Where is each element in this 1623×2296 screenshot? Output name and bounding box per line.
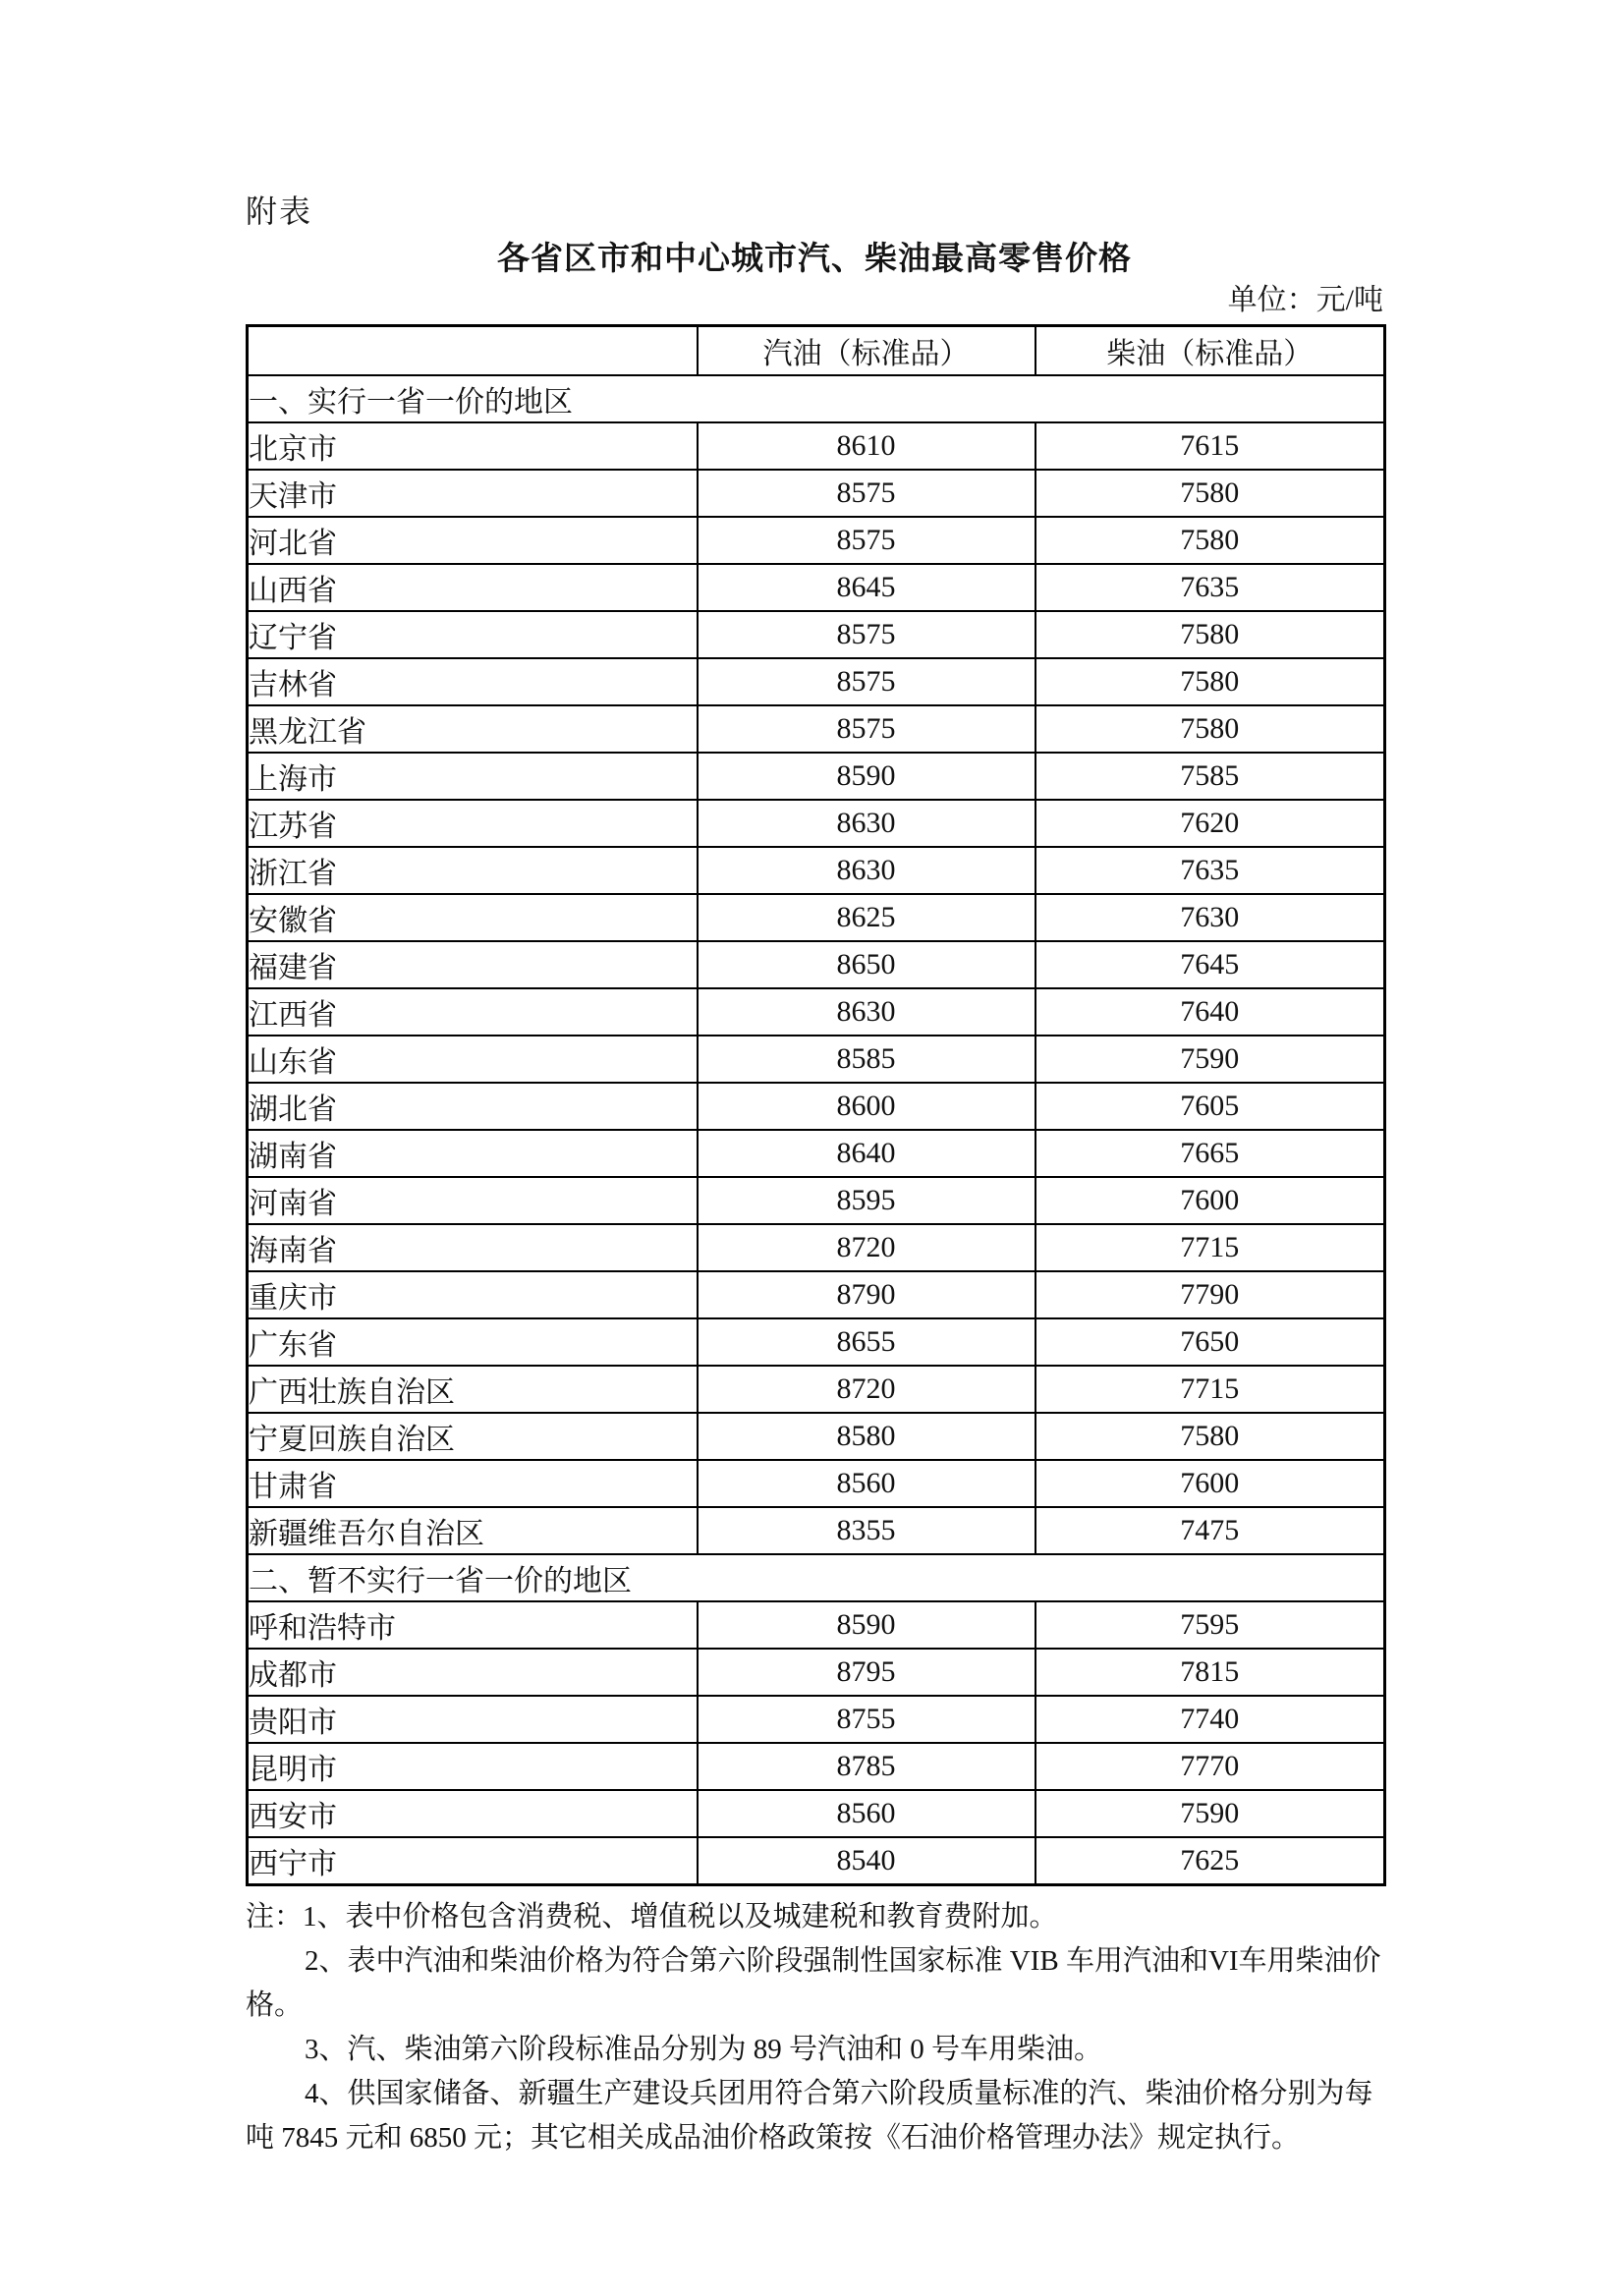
table-row xyxy=(248,1318,1385,1366)
region-cell: 西宁市 xyxy=(248,1837,698,1885)
region-cell: 河南省 xyxy=(248,1177,698,1224)
diesel-price-cell: 7815 xyxy=(1035,1649,1385,1696)
table-row xyxy=(248,988,1385,1036)
table-row xyxy=(248,1366,1385,1413)
gasoline-price-cell: 8720 xyxy=(698,1224,1035,1271)
diesel-price-cell: 7635 xyxy=(1035,564,1385,611)
document-content xyxy=(246,193,1383,2160)
region-cell: 江西省 xyxy=(248,988,698,1036)
diesel-price-cell: 7580 xyxy=(1035,705,1385,753)
gasoline-price-cell: 8630 xyxy=(698,847,1035,894)
diesel-price-cell: 7635 xyxy=(1035,847,1385,894)
attachment-label: 附表 xyxy=(246,194,313,229)
page-title: 各省区市和中心城市汽、柴油最高零售价格 xyxy=(497,240,1132,276)
region-cell: 湖北省 xyxy=(248,1083,698,1130)
table-row xyxy=(248,1507,1385,1554)
table-row xyxy=(248,1837,1385,1885)
diesel-column-header: 柴油（标准品） xyxy=(1035,326,1385,376)
gasoline-price-cell: 8575 xyxy=(698,470,1035,517)
note-3-line-1: 3、汽、柴油第六阶段标准品分别为 89 号汽油和 0 号车用柴油。 xyxy=(305,2034,1103,2065)
note-1-line-1: 注：1、表中价格包含消费税、增值税以及城建税和教育费附加。 xyxy=(246,1901,1058,1932)
table-row xyxy=(248,1696,1385,1743)
section-header-row xyxy=(248,1554,1385,1601)
gasoline-price-cell: 8785 xyxy=(698,1743,1035,1790)
gasoline-price-cell: 8720 xyxy=(698,1366,1035,1413)
diesel-price-cell: 7605 xyxy=(1035,1083,1385,1130)
price-table xyxy=(246,324,1386,1886)
gasoline-price-cell: 8655 xyxy=(698,1318,1035,1366)
diesel-price-cell: 7585 xyxy=(1035,753,1385,800)
diesel-price-cell: 7475 xyxy=(1035,1507,1385,1554)
gasoline-price-cell: 8590 xyxy=(698,753,1035,800)
region-cell: 辽宁省 xyxy=(248,611,698,658)
note-4-line-2: 吨 7845 元和 6850 元；其它相关成品油价格政策按《石油价格管理办法》规定执行。 xyxy=(246,2122,1301,2154)
table-row xyxy=(248,1177,1385,1224)
gasoline-price-cell: 8560 xyxy=(698,1790,1035,1837)
region-column-header xyxy=(248,326,698,376)
region-cell: 重庆市 xyxy=(248,1271,698,1318)
region-cell: 福建省 xyxy=(248,941,698,988)
table-row xyxy=(248,1743,1385,1790)
diesel-price-cell: 7580 xyxy=(1035,658,1385,705)
gasoline-price-cell: 8790 xyxy=(698,1271,1035,1318)
region-cell: 西安市 xyxy=(248,1790,698,1837)
diesel-price-cell: 7790 xyxy=(1035,1271,1385,1318)
gasoline-price-cell: 8630 xyxy=(698,988,1035,1036)
table-row xyxy=(248,1271,1385,1318)
note-4-line-1: 4、供国家储备、新疆生产建设兵团用符合第六阶段质量标准的汽、柴油价格分别为每 xyxy=(305,2078,1373,2109)
region-cell: 浙江省 xyxy=(248,847,698,894)
diesel-price-cell: 7580 xyxy=(1035,611,1385,658)
notes xyxy=(246,1895,1415,2160)
diesel-price-cell: 7665 xyxy=(1035,1130,1385,1177)
table-row xyxy=(248,1413,1385,1460)
table-row xyxy=(248,847,1385,894)
table-row xyxy=(248,1130,1385,1177)
diesel-price-cell: 7715 xyxy=(1035,1366,1385,1413)
gasoline-price-cell: 8575 xyxy=(698,705,1035,753)
table-row xyxy=(248,1790,1385,1837)
table-row xyxy=(248,1036,1385,1083)
table-row xyxy=(248,564,1385,611)
region-cell: 江苏省 xyxy=(248,800,698,847)
note-2-line-1: 2、表中汽油和柴油价格为符合第六阶段强制性国家标准 VIB 车用汽油和VI车用柴油价 xyxy=(305,1945,1381,1977)
gasoline-price-cell: 8645 xyxy=(698,564,1035,611)
gasoline-price-cell: 8600 xyxy=(698,1083,1035,1130)
region-cell: 山东省 xyxy=(248,1036,698,1083)
table-row xyxy=(248,941,1385,988)
table-row xyxy=(248,1083,1385,1130)
region-cell: 黑龙江省 xyxy=(248,705,698,753)
unit-label: 单位：元/吨 xyxy=(1227,284,1383,316)
diesel-price-cell: 7640 xyxy=(1035,988,1385,1036)
gasoline-price-cell: 8630 xyxy=(698,800,1035,847)
table-body xyxy=(248,326,1385,1885)
gasoline-price-cell: 8795 xyxy=(698,1649,1035,1696)
region-cell: 上海市 xyxy=(248,753,698,800)
table-row xyxy=(248,422,1385,470)
region-cell: 吉林省 xyxy=(248,658,698,705)
table-row xyxy=(248,1649,1385,1696)
table-row xyxy=(248,1224,1385,1271)
diesel-price-cell: 7590 xyxy=(1035,1790,1385,1837)
diesel-price-cell: 7580 xyxy=(1035,470,1385,517)
diesel-price-cell: 7620 xyxy=(1035,800,1385,847)
diesel-price-cell: 7715 xyxy=(1035,1224,1385,1271)
diesel-price-cell: 7645 xyxy=(1035,941,1385,988)
gasoline-price-cell: 8590 xyxy=(698,1601,1035,1649)
diesel-price-cell: 7630 xyxy=(1035,894,1385,941)
region-cell: 宁夏回族自治区 xyxy=(248,1413,698,1460)
gasoline-column-header: 汽油（标准品） xyxy=(698,326,1035,376)
region-cell: 湖南省 xyxy=(248,1130,698,1177)
region-cell: 海南省 xyxy=(248,1224,698,1271)
table-row xyxy=(248,658,1385,705)
gasoline-price-cell: 8560 xyxy=(698,1460,1035,1507)
table-row xyxy=(248,800,1385,847)
table-row xyxy=(248,753,1385,800)
region-cell: 安徽省 xyxy=(248,894,698,941)
table-row xyxy=(248,611,1385,658)
diesel-price-cell: 7590 xyxy=(1035,1036,1385,1083)
table-row xyxy=(248,705,1385,753)
diesel-price-cell: 7650 xyxy=(1035,1318,1385,1366)
region-cell: 天津市 xyxy=(248,470,698,517)
gasoline-price-cell: 8575 xyxy=(698,658,1035,705)
diesel-price-cell: 7625 xyxy=(1035,1837,1385,1885)
diesel-price-cell: 7600 xyxy=(1035,1177,1385,1224)
table-header-row xyxy=(248,326,1385,376)
region-cell: 广东省 xyxy=(248,1318,698,1366)
table-row xyxy=(248,470,1385,517)
section-title: 一、实行一省一价的地区 xyxy=(248,375,1385,422)
table-row xyxy=(248,894,1385,941)
gasoline-price-cell: 8585 xyxy=(698,1036,1035,1083)
diesel-price-cell: 7770 xyxy=(1035,1743,1385,1790)
region-cell: 甘肃省 xyxy=(248,1460,698,1507)
diesel-price-cell: 7615 xyxy=(1035,422,1385,470)
gasoline-price-cell: 8625 xyxy=(698,894,1035,941)
gasoline-price-cell: 8575 xyxy=(698,517,1035,564)
table-row xyxy=(248,1460,1385,1507)
note-2-line-2: 格。 xyxy=(246,1989,304,2021)
region-cell: 广西壮族自治区 xyxy=(248,1366,698,1413)
diesel-price-cell: 7740 xyxy=(1035,1696,1385,1743)
gasoline-price-cell: 8640 xyxy=(698,1130,1035,1177)
region-cell: 呼和浩特市 xyxy=(248,1601,698,1649)
diesel-price-cell: 7600 xyxy=(1035,1460,1385,1507)
gasoline-price-cell: 8650 xyxy=(698,941,1035,988)
diesel-price-cell: 7580 xyxy=(1035,517,1385,564)
gasoline-price-cell: 8595 xyxy=(698,1177,1035,1224)
region-cell: 昆明市 xyxy=(248,1743,698,1790)
region-cell: 河北省 xyxy=(248,517,698,564)
section-header-row xyxy=(248,375,1385,422)
region-cell: 成都市 xyxy=(248,1649,698,1696)
gasoline-price-cell: 8755 xyxy=(698,1696,1035,1743)
section-title: 二、暂不实行一省一价的地区 xyxy=(248,1554,1385,1601)
table-row xyxy=(248,1601,1385,1649)
region-cell: 北京市 xyxy=(248,422,698,470)
gasoline-price-cell: 8540 xyxy=(698,1837,1035,1885)
gasoline-price-cell: 8610 xyxy=(698,422,1035,470)
gasoline-price-cell: 8575 xyxy=(698,611,1035,658)
gasoline-price-cell: 8355 xyxy=(698,1507,1035,1554)
region-cell: 贵阳市 xyxy=(248,1696,698,1743)
region-cell: 新疆维吾尔自治区 xyxy=(248,1507,698,1554)
diesel-price-cell: 7580 xyxy=(1035,1413,1385,1460)
table-row xyxy=(248,517,1385,564)
gasoline-price-cell: 8580 xyxy=(698,1413,1035,1460)
diesel-price-cell: 7595 xyxy=(1035,1601,1385,1649)
region-cell: 山西省 xyxy=(248,564,698,611)
